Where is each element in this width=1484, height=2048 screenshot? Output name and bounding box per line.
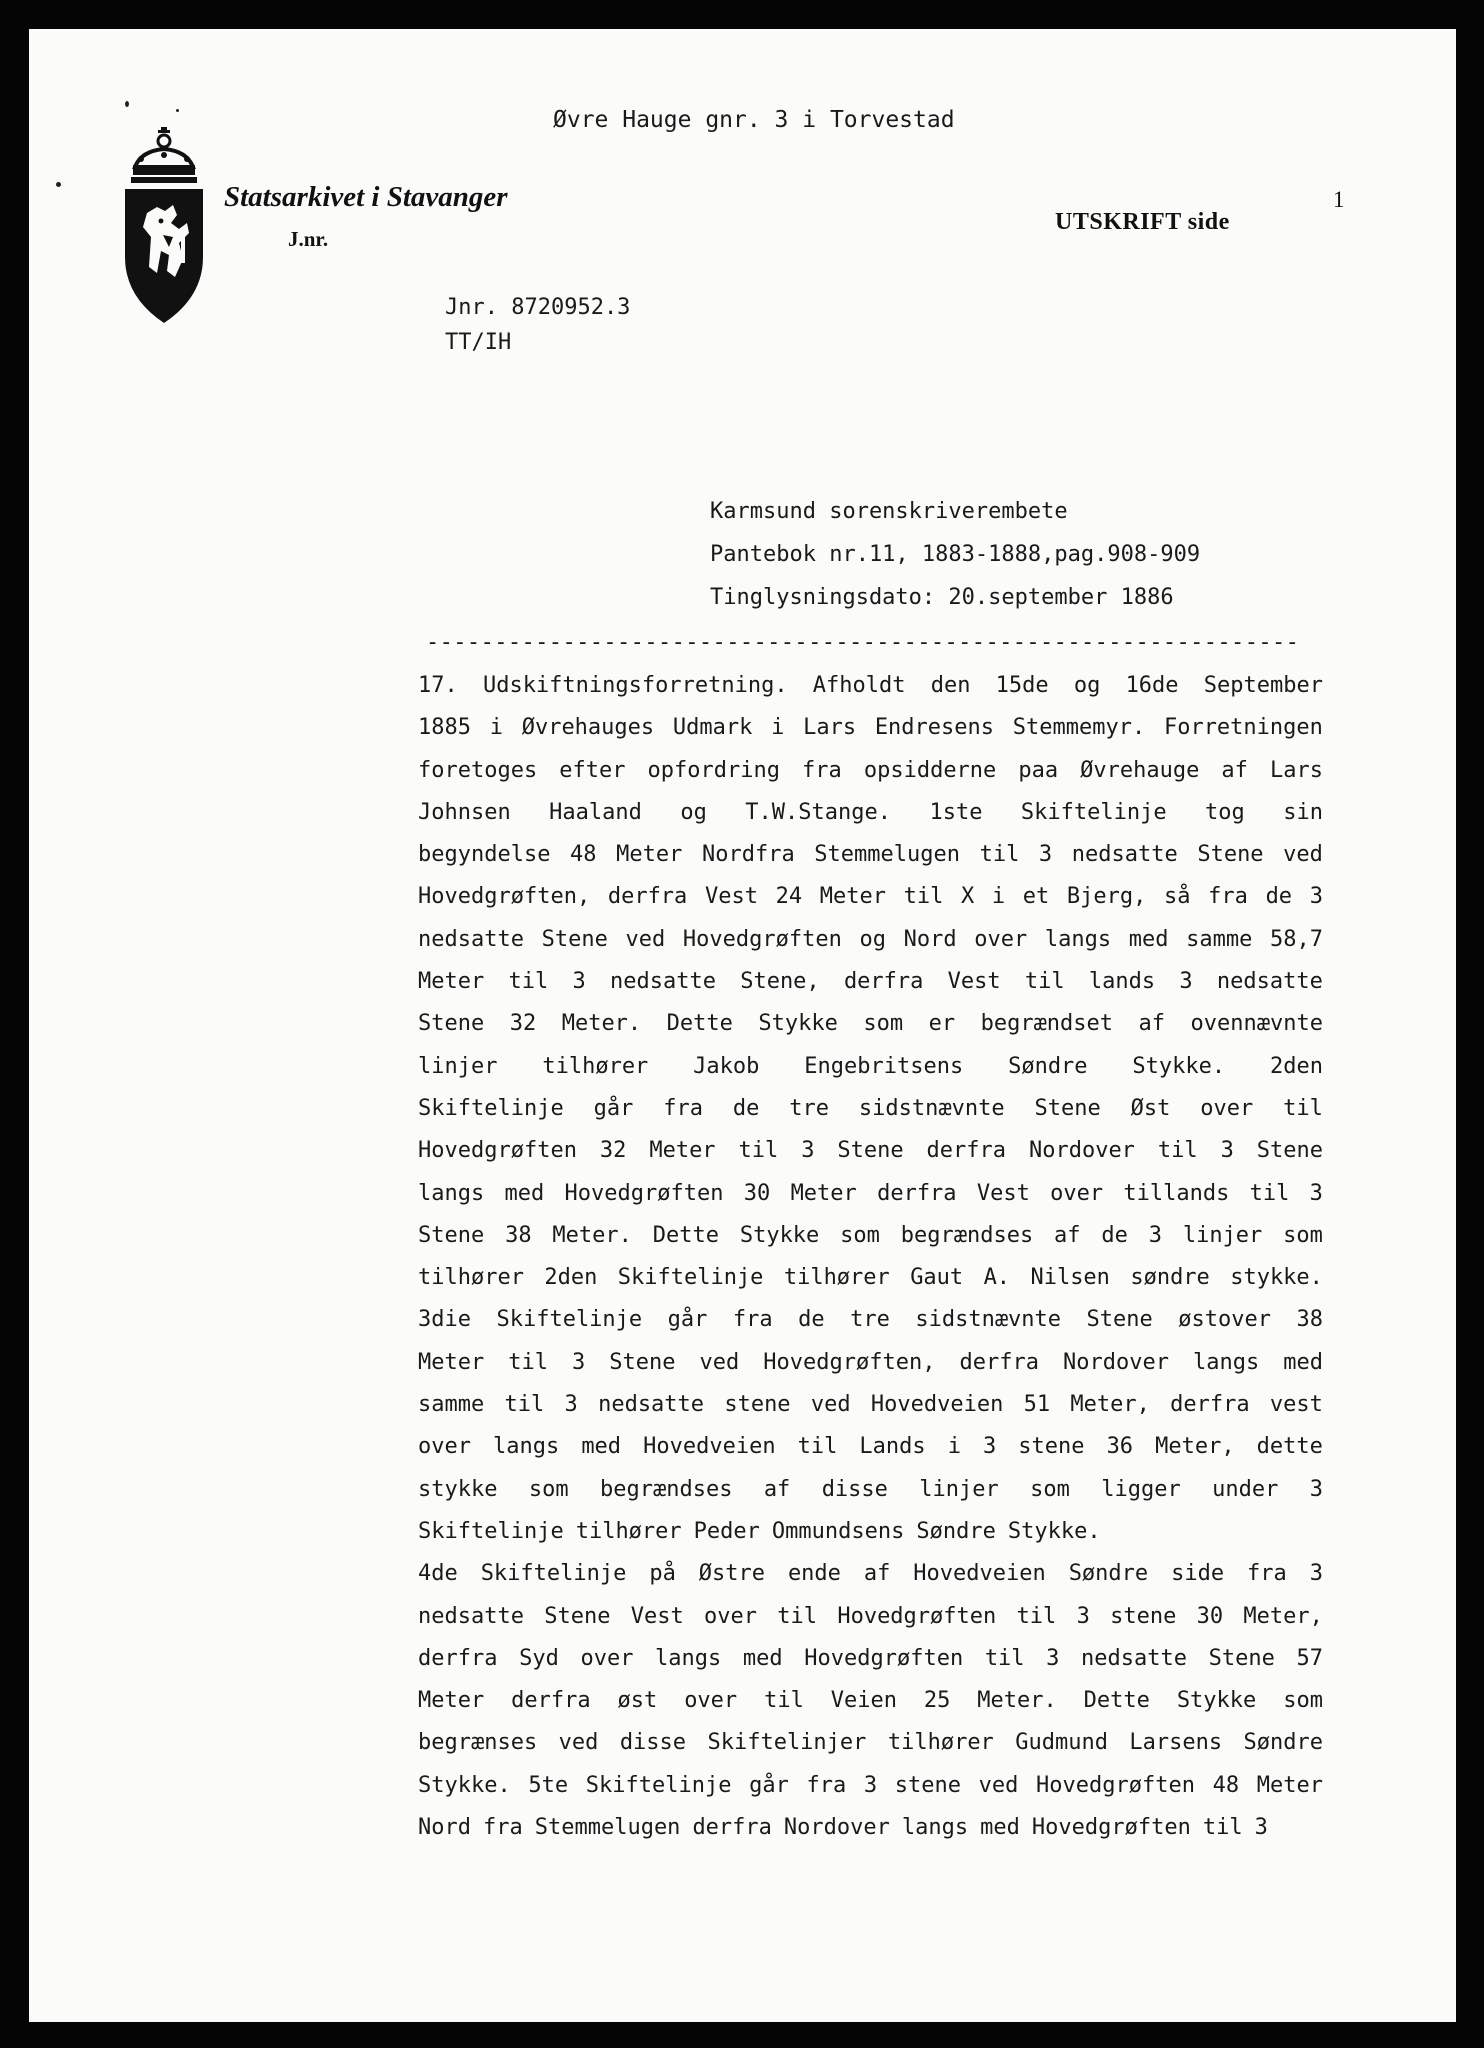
body-line: Stene 32 Meter. Dette Stykke som er begrændset af ovennævnte — [418, 1011, 1323, 1037]
source-office: Karmsund sorenskriverembete — [710, 499, 1068, 524]
body-line: begrænses ved disse Skiftelinjer tilhører Gudmund Larsens Søndre — [418, 1730, 1323, 1756]
document-heading: Øvre Hauge gnr. 3 i Torvestad — [553, 107, 955, 133]
body-line: 17. Udskiftningsforretning. Afholdt den 15de og 16de September — [418, 673, 1323, 698]
body-line: tilhører 2den Skiftelinje tilhører Gaut A. Nilsen søndre stykke. — [418, 1265, 1323, 1291]
scan-speck — [56, 182, 61, 187]
archive-name: Statsarkivet i Stavanger — [224, 181, 508, 213]
body-line: Meter derfra øst over til Veien 25 Meter. Dette Stykke som — [418, 1688, 1323, 1714]
body-line: 1885 i Øvrehauges Udmark i Lars Endresens Stemmemyr. Forretningen — [418, 715, 1323, 741]
body-line: foretoges efter opfordring fra opsidderne paa Øvrehauge af Lars — [418, 757, 1323, 783]
journal-reference: Jnr. 8720952.3 — [445, 295, 631, 320]
coat-of-arms-icon — [121, 127, 207, 332]
body-line: Stykke. 5te Skiftelinje går fra 3 stene ved Hovedgrøften 48 Meter — [418, 1772, 1323, 1798]
body-line: langs med Hovedgrøften 30 Meter derfra Vest over tillands til 3 — [418, 1180, 1323, 1206]
body-line: stykke som begrændses af disse linjer som ligger under 3 — [418, 1476, 1323, 1502]
body-line: nedsatte Stene Vest over til Hovedgrøften til 3 stene 30 Meter, — [418, 1603, 1323, 1629]
body-line: begyndelse 48 Meter Nordfra Stemmelugen til 3 nedsatte Stene ved — [418, 842, 1323, 868]
body-line: 4de Skiftelinje på Østre ende af Hovedveien Søndre side fra 3 — [418, 1561, 1323, 1587]
body-line: Hovedgrøften, derfra Vest 24 Meter til X i et Bjerg, så fra de 3 — [418, 884, 1323, 910]
body-line: Hovedgrøften 32 Meter til 3 Stene derfra Nordover til 3 Stene — [418, 1138, 1323, 1164]
body-line: Nord fra Stemmelugen derfra Nordover langs med Hovedgrøften til 3 — [418, 1815, 1268, 1841]
source-book: Pantebok nr.11, 1883-1888,pag.908-909 — [710, 542, 1201, 567]
body-line: Meter til 3 nedsatte Stene, derfra Vest til lands 3 nedsatte — [418, 969, 1323, 995]
body-line: Skiftelinje tilhører Peder Ommundsens Søndre Stykke. — [418, 1518, 1101, 1544]
body-line: linjer tilhører Jakob Engebritsens Søndre Stykke. 2den — [418, 1053, 1323, 1079]
body-line: Meter til 3 Stene ved Hovedgrøften, derfra Nordover langs med — [418, 1349, 1323, 1375]
page-number: 1 — [1333, 187, 1345, 212]
body-line: nedsatte Stene ved Hovedgrøften og Nord over langs med samme 58,7 — [418, 926, 1323, 952]
body-line: Skiftelinje går fra de tre sidstnævnte Stene Øst over til — [418, 1095, 1323, 1121]
separator-line: ---------------------------------------------------------------- — [426, 630, 1300, 655]
scan-speck — [176, 109, 179, 112]
registration-date: Tinglysningsdato: 20.september 1886 — [710, 585, 1174, 610]
body-line: 3die Skiftelinje går fra de tre sidstnævnte Stene østover 38 — [418, 1307, 1323, 1333]
initials: TT/IH — [445, 330, 512, 355]
document-body — [418, 665, 1323, 1849]
body-line: derfra Syd over langs med Hovedgrøften til 3 nedsatte Stene 57 — [418, 1645, 1323, 1671]
body-line: over langs med Hovedveien til Lands i 3 stene 36 Meter, dette — [418, 1434, 1323, 1460]
body-line: Johnsen Haaland og T.W.Stange. 1ste Skiftelinje tog sin — [418, 799, 1323, 825]
body-line: samme til 3 nedsatte stene ved Hovedveien 51 Meter, derfra vest — [418, 1392, 1323, 1418]
document-page — [29, 29, 1456, 2022]
body-line: Stene 38 Meter. Dette Stykke som begrændses af de 3 linjer som — [418, 1222, 1323, 1248]
journal-number-label: J.nr. — [288, 227, 329, 251]
scan-speck — [125, 101, 129, 107]
utskrift-label: UTSKRIFT side — [1055, 209, 1230, 235]
